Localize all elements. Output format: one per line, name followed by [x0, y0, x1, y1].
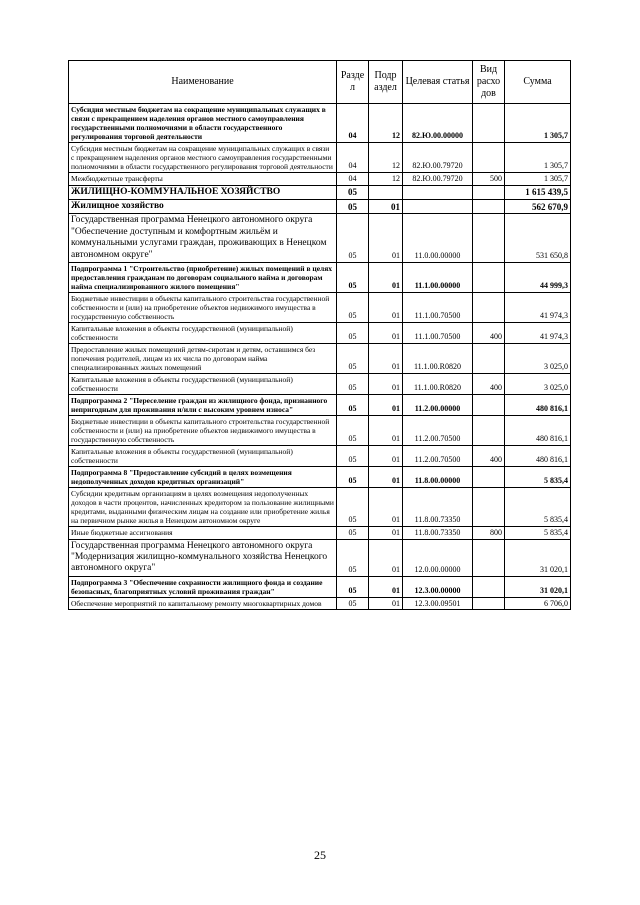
cell-amount: 1 305,7 — [505, 104, 571, 143]
cell-kind — [473, 199, 505, 213]
cell-name: Капитальные вложения в объекты государственной (муниципальной) собственности — [69, 373, 337, 394]
cell-section: 05 — [337, 322, 369, 343]
cell-subsection: 01 — [369, 576, 403, 597]
cell-subsection: 01 — [369, 262, 403, 292]
cell-amount: 41 974,3 — [505, 292, 571, 322]
cell-target: 11.1.00.00000 — [403, 262, 473, 292]
cell-subsection: 12 — [369, 173, 403, 186]
cell-subsection: 01 — [369, 597, 403, 610]
cell-subsection: 01 — [369, 526, 403, 539]
cell-section: 05 — [337, 199, 369, 213]
cell-kind — [473, 394, 505, 415]
cell-kind — [473, 343, 505, 373]
cell-section: 05 — [337, 343, 369, 373]
cell-subsection: 01 — [369, 539, 403, 576]
cell-target: 11.2.00.00000 — [403, 394, 473, 415]
cell-section: 04 — [337, 173, 369, 186]
cell-name: Субсидия местным бюджетам на сокращение муниципальных служащих в связи с прекращением наделения органов местного самоуправления государственными полномочиями в области государственного регулирования торговой деятельности — [69, 143, 337, 173]
cell-section: 05 — [337, 526, 369, 539]
cell-amount: 6 706,0 — [505, 597, 571, 610]
table-row — [69, 445, 571, 466]
table-row — [69, 143, 571, 173]
cell-amount: 480 816,1 — [505, 445, 571, 466]
cell-section: 05 — [337, 539, 369, 576]
cell-section: 05 — [337, 597, 369, 610]
table-row — [69, 394, 571, 415]
cell-name: Иные бюджетные ассигнования — [69, 526, 337, 539]
header-name: Наименование — [69, 61, 337, 104]
cell-kind: 500 — [473, 173, 505, 186]
cell-subsection: 01 — [369, 292, 403, 322]
cell-section: 05 — [337, 185, 369, 199]
table-row — [69, 597, 571, 610]
cell-section: 04 — [337, 104, 369, 143]
cell-subsection: 01 — [369, 373, 403, 394]
cell-amount: 44 999,3 — [505, 262, 571, 292]
header-amount: Сумма — [505, 61, 571, 104]
cell-kind — [473, 466, 505, 487]
cell-section: 05 — [337, 445, 369, 466]
table-row — [69, 199, 571, 213]
cell-amount: 31 020,1 — [505, 539, 571, 576]
cell-kind: 400 — [473, 445, 505, 466]
table-row — [69, 466, 571, 487]
cell-name: Предоставление жилых помещений детям-сиротам и детям, оставшимся без попечения родителей, лицам из их числа по договорам найма специализированных жилых помещений — [69, 343, 337, 373]
cell-amount: 5 835,4 — [505, 526, 571, 539]
cell-section: 05 — [337, 466, 369, 487]
cell-kind — [473, 539, 505, 576]
cell-name: Капитальные вложения в объекты государственной (муниципальной) собственности — [69, 322, 337, 343]
budget-table — [68, 60, 571, 610]
cell-section: 05 — [337, 262, 369, 292]
cell-target: 82.Ю.00.00000 — [403, 104, 473, 143]
cell-section: 04 — [337, 143, 369, 173]
cell-name: Бюджетные инвестиции в объекты капитального строительства государственной собственности и (или) на приобретение объектов недвижимого имущества в государственную собственность — [69, 292, 337, 322]
cell-subsection: 01 — [369, 487, 403, 526]
cell-kind — [473, 576, 505, 597]
cell-subsection: 01 — [369, 343, 403, 373]
cell-target: 82.Ю.00.79720 — [403, 143, 473, 173]
cell-name: Капитальные вложения в объекты государственной (муниципальной) собственности — [69, 445, 337, 466]
cell-name: Государственная программа Ненецкого автономного округа "Модернизация жилищно-коммунального хозяйства Ненецкого автономного округа" — [69, 539, 337, 576]
cell-name: Субсидия местным бюджетам на сокращение муниципальных служащих в связи с прекращением наделения органов местного самоуправления государственными полномочиями в области государственного регулирования торговой деятельности — [69, 104, 337, 143]
cell-name: Подпрограмма 8 "Предоставление субсидий в целях возмещения недополученных доходов кредитных организаций" — [69, 466, 337, 487]
table-row — [69, 262, 571, 292]
cell-target: 12.3.00.00000 — [403, 576, 473, 597]
cell-kind — [473, 143, 505, 173]
cell-section: 05 — [337, 415, 369, 445]
cell-section: 05 — [337, 214, 369, 263]
cell-subsection: 01 — [369, 394, 403, 415]
table-row — [69, 214, 571, 263]
cell-amount: 3 025,0 — [505, 343, 571, 373]
cell-amount: 41 974,3 — [505, 322, 571, 343]
cell-section: 05 — [337, 292, 369, 322]
cell-amount: 1 305,7 — [505, 173, 571, 186]
cell-name: Жилищное хозяйство — [69, 199, 337, 213]
table-row — [69, 104, 571, 143]
cell-name: ЖИЛИЩНО-КОММУНАЛЬНОЕ ХОЗЯЙСТВО — [69, 185, 337, 199]
table-body — [69, 104, 571, 610]
cell-name: Подпрограмма 1 "Строительство (приобретение) жилых помещений в целях предоставления гражданам по договорам социального найма и договорам найма специализированного жилого помещения" — [69, 262, 337, 292]
table-row — [69, 292, 571, 322]
cell-amount: 480 816,1 — [505, 394, 571, 415]
header-section: Разде л — [337, 61, 369, 104]
cell-target: 82.Ю.00.79720 — [403, 173, 473, 186]
cell-target: 11.0.00.00000 — [403, 214, 473, 263]
cell-kind — [473, 415, 505, 445]
table-row — [69, 373, 571, 394]
cell-name: Субсидии кредитным организациям в целях возмещения недополученных доходов в части процентов, начисленных кредитором за пользование жилищными кредитами, выданными физическим лицам на создание или приобретение жилья на первичном рынке жилья в Ненецком автономном округе — [69, 487, 337, 526]
cell-target: 11.2.00.70500 — [403, 445, 473, 466]
cell-kind — [473, 292, 505, 322]
cell-kind — [473, 214, 505, 263]
cell-subsection: 01 — [369, 415, 403, 445]
header-kind: Вид расхо дов — [473, 61, 505, 104]
cell-kind — [473, 262, 505, 292]
cell-target: 11.1.00.R0820 — [403, 343, 473, 373]
cell-kind — [473, 185, 505, 199]
cell-subsection: 01 — [369, 466, 403, 487]
table-row — [69, 487, 571, 526]
cell-amount: 5 835,4 — [505, 487, 571, 526]
cell-kind — [473, 104, 505, 143]
cell-kind: 800 — [473, 526, 505, 539]
table-header — [69, 61, 571, 104]
cell-subsection — [369, 185, 403, 199]
cell-amount: 5 835,4 — [505, 466, 571, 487]
cell-target: 11.1.00.70500 — [403, 292, 473, 322]
page-number: 25 — [314, 848, 326, 862]
cell-subsection: 12 — [369, 104, 403, 143]
cell-section: 05 — [337, 373, 369, 394]
table-row — [69, 343, 571, 373]
table-row — [69, 415, 571, 445]
cell-subsection: 12 — [369, 143, 403, 173]
cell-amount: 531 650,8 — [505, 214, 571, 263]
cell-name: Межбюджетные трансферты — [69, 173, 337, 186]
cell-subsection: 01 — [369, 199, 403, 213]
cell-target — [403, 199, 473, 213]
cell-amount: 1 615 439,5 — [505, 185, 571, 199]
cell-name: Обеспечение мероприятий по капитальному ремонту многоквартирных домов — [69, 597, 337, 610]
table-row — [69, 185, 571, 199]
cell-section: 05 — [337, 487, 369, 526]
cell-target: 12.3.00.09501 — [403, 597, 473, 610]
cell-target: 11.8.00.73350 — [403, 526, 473, 539]
cell-kind: 400 — [473, 322, 505, 343]
cell-target: 11.8.00.00000 — [403, 466, 473, 487]
table-row — [69, 526, 571, 539]
cell-amount: 480 816,1 — [505, 415, 571, 445]
table-row — [69, 322, 571, 343]
cell-kind: 400 — [473, 373, 505, 394]
cell-kind — [473, 597, 505, 610]
cell-section: 05 — [337, 576, 369, 597]
cell-amount: 562 670,9 — [505, 199, 571, 213]
cell-amount: 31 020,1 — [505, 576, 571, 597]
cell-kind — [473, 487, 505, 526]
cell-target: 11.1.00.70500 — [403, 322, 473, 343]
cell-name: Бюджетные инвестиции в объекты капитального строительства государственной собственности и (или) на приобретение объектов недвижимого имущества в государственную собственность — [69, 415, 337, 445]
cell-amount: 3 025,0 — [505, 373, 571, 394]
cell-target: 11.2.00.70500 — [403, 415, 473, 445]
cell-target: 12.0.00.00000 — [403, 539, 473, 576]
cell-target: 11.8.00.73350 — [403, 487, 473, 526]
cell-section: 05 — [337, 394, 369, 415]
cell-amount: 1 305,7 — [505, 143, 571, 173]
table-row — [69, 539, 571, 576]
header-target: Целевая статья — [403, 61, 473, 104]
header-subsection: Подр аздел — [369, 61, 403, 104]
cell-subsection: 01 — [369, 214, 403, 263]
cell-name: Подпрограмма 3 "Обеспечение сохранности жилищного фонда и создание безопасных, благоприятных условий проживания граждан" — [69, 576, 337, 597]
cell-subsection: 01 — [369, 322, 403, 343]
cell-subsection: 01 — [369, 445, 403, 466]
cell-name: Подпрограмма 2 "Переселение граждан из жилищного фонда, признанного непригодным для проживания и/или с высоким уровнем износа" — [69, 394, 337, 415]
table-row — [69, 173, 571, 186]
cell-target — [403, 185, 473, 199]
cell-target: 11.1.00.R0820 — [403, 373, 473, 394]
cell-name: Государственная программа Ненецкого автономного округа "Обеспечение доступным и комфортным жильём и коммунальными услугами граждан, проживающих в Ненецком автономном округе" — [69, 214, 337, 263]
table-row — [69, 576, 571, 597]
